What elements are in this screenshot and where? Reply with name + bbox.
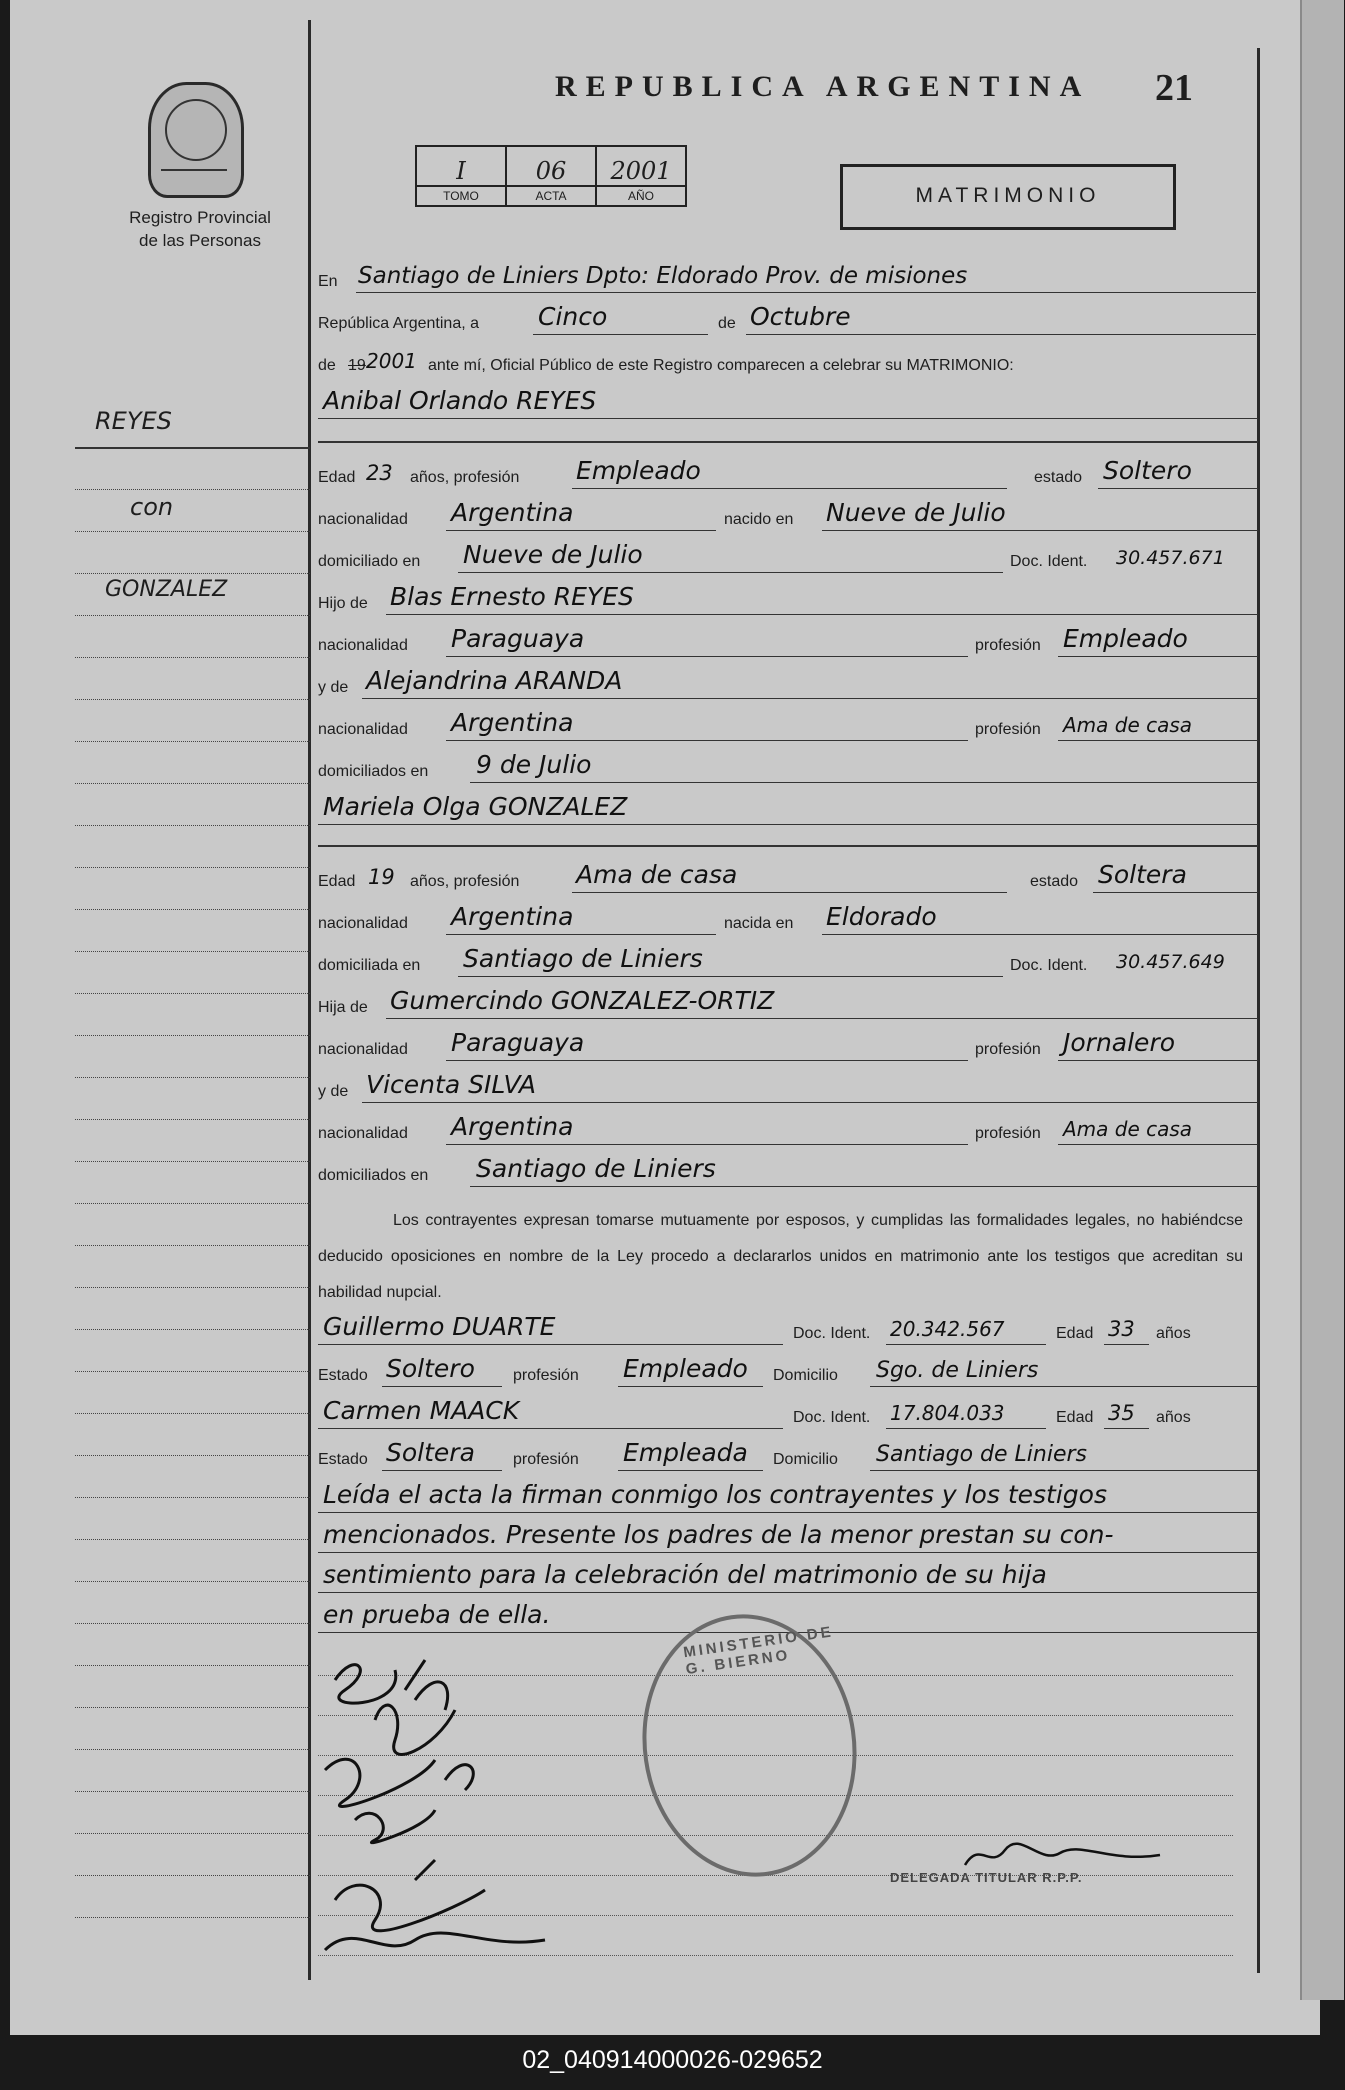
groom-nationality: Argentina <box>451 498 574 527</box>
domiciliados-en-label: domiciliados en <box>318 763 429 780</box>
hija-de-label: Hija de <box>318 999 368 1016</box>
groom-age-row <box>318 451 1258 491</box>
groom-mother-nationality-row <box>318 703 1258 743</box>
record-type-box: MATRIMONIO <box>840 164 1176 230</box>
domiciliados-en-label: domiciliados en <box>318 1167 429 1184</box>
profesion-label: profesión <box>975 721 1041 738</box>
registry-line-1: Registro Provincial <box>129 208 271 227</box>
page-number: 21 <box>1155 67 1193 109</box>
nacionalidad-label: nacionalidad <box>318 1041 408 1058</box>
bride-mother-nationality-row <box>318 1107 1258 1147</box>
bride-nationality: Argentina <box>451 902 574 931</box>
year-de-label: de <box>318 357 336 374</box>
signatures-icon <box>315 1650 575 1990</box>
month-value: Octubre <box>750 302 851 331</box>
witness-2-details-row <box>318 1433 1258 1473</box>
margin-surname-2: GONZALEZ <box>105 577 228 602</box>
bride-age: 19 <box>368 865 395 889</box>
edad-label: Edad <box>318 873 356 890</box>
bride-age-row <box>318 855 1258 895</box>
anios-profesion-label: años, profesión <box>410 873 520 890</box>
estado-label: Estado <box>318 1367 368 1384</box>
groom-doc: 30.457.671 <box>1116 547 1225 569</box>
groom-domicile-row <box>318 535 1258 575</box>
bride-nationality-row <box>318 897 1258 937</box>
date-row <box>318 297 1258 337</box>
doc-ident-label: Doc. Ident. <box>793 1409 871 1426</box>
anios-profesion-label: años, profesión <box>410 469 520 486</box>
groom-father-row <box>318 577 1258 617</box>
witness-2-row <box>318 1391 1258 1431</box>
bride-mother-profession: Ama de casa <box>1063 1117 1193 1141</box>
closing-text-1: Leída el acta la firman conmigo los contrayentes y los testigos <box>323 1480 1107 1509</box>
estado-label: estado <box>1034 469 1083 486</box>
witness-1-name: Guillermo DUARTE <box>323 1312 556 1341</box>
y-de-label: y de <box>318 679 349 696</box>
profesion-label: profesión <box>975 1041 1041 1058</box>
groom-domicile: Nueve de Julio <box>463 540 643 569</box>
witness-1-age: 33 <box>1108 1317 1135 1341</box>
witness-2-status: Soltera <box>386 1438 475 1467</box>
page-title: REPUBLICA ARGENTINA <box>555 70 1091 103</box>
acta-value: 06 <box>506 146 596 186</box>
bride-mother-row <box>318 1065 1258 1105</box>
stamp-text: MINISTERIO DE G. BIERNO <box>682 1623 835 1679</box>
official-signature-icon <box>960 1835 1190 1875</box>
groom-mother: Alejandrina ARANDA <box>366 666 623 695</box>
bride-parents-domicile-row <box>318 1149 1258 1189</box>
anio-value: 2001 <box>596 146 686 186</box>
witness-2-name: Carmen MAACK <box>323 1396 520 1425</box>
margin-con: con <box>130 493 174 521</box>
bride-father-profession: Jornalero <box>1063 1028 1176 1057</box>
domiciliada-en-label: domiciliada en <box>318 957 421 974</box>
footer-code: 02_040914000026-029652 <box>522 2046 823 2074</box>
groom-father-nationality: Paraguaya <box>451 624 585 653</box>
bride-status: Soltera <box>1098 860 1187 889</box>
estado-label: estado <box>1030 873 1079 890</box>
groom-age: 23 <box>366 461 393 485</box>
nacionalidad-label: nacionalidad <box>318 637 408 654</box>
location-value: Santiago de Liniers Dpto: Eldorado Prov. de misiones <box>358 263 968 289</box>
witness-2-domicile: Santiago de Liniers <box>876 1442 1087 1467</box>
bride-mother: Vicenta SILVA <box>366 1070 536 1099</box>
closing-line-3 <box>318 1555 1258 1595</box>
bride-profession: Ama de casa <box>576 860 738 889</box>
profesion-label: profesión <box>975 1125 1041 1142</box>
de-label: de <box>718 315 736 332</box>
declaration-paragraph: Los contrayentes expresan tomarse mutuamente por esposos, y cumplidas las formalidades legales, no habiéndcse deducido oposiciones en nombre de la Ley procedo a declararlos unidos en matrimonio ante los testigos que acreditan su habilidad nupcial. <box>318 1212 1243 1301</box>
bride-mother-nationality: Argentina <box>451 1112 574 1141</box>
record-number-table <box>415 145 687 207</box>
profesion-label: profesión <box>513 1451 579 1468</box>
groom-mother-nationality: Argentina <box>451 708 574 737</box>
witness-2-profession: Empleada <box>623 1438 748 1467</box>
anio-label: AÑO <box>596 186 686 206</box>
profesion-label: profesión <box>975 637 1041 654</box>
republica-label: República Argentina, a <box>318 315 479 332</box>
witness-1-status: Soltero <box>386 1354 475 1383</box>
doc-ident-label: Doc. Ident. <box>793 1325 871 1342</box>
witness-2-age: 35 <box>1108 1401 1135 1425</box>
bride-domicile: Santiago de Liniers <box>463 944 703 973</box>
groom-father-nationality-row <box>318 619 1258 659</box>
document-page <box>10 0 1320 2035</box>
provincial-seal-icon <box>148 82 244 198</box>
nacionalidad-label: nacionalidad <box>318 915 408 932</box>
edad-label: Edad <box>1056 1325 1094 1342</box>
tomo-value: I <box>416 146 506 186</box>
location-row <box>318 255 1258 295</box>
bride-father-row <box>318 981 1258 1021</box>
edad-label: Edad <box>318 469 356 486</box>
groom-parents-domicile-row <box>318 745 1258 785</box>
groom-nationality-row <box>318 493 1258 533</box>
tomo-label: TOMO <box>416 186 506 206</box>
year-value: 2001 <box>366 349 417 373</box>
groom-mother-profession: Ama de casa <box>1063 713 1193 737</box>
doc-ident-label: Doc. Ident. <box>1010 553 1088 570</box>
hijo-de-label: Hijo de <box>318 595 368 612</box>
appear-text: ante mí, Oficial Público de este Registro comparecen a celebrar su MATRIMONIO: <box>428 357 1014 374</box>
bride-father: Gumercindo GONZALEZ-ORTIZ <box>390 986 775 1015</box>
closing-text-4: en prueba de ella. <box>323 1600 551 1629</box>
en-label: En <box>318 273 338 290</box>
groom-parents-domicile: 9 de Julio <box>476 750 592 779</box>
bride-parents-domicile: Santiago de Liniers <box>476 1154 716 1183</box>
domicilio-label: Domicilio <box>773 1367 838 1384</box>
witness-1-domicile: Sgo. de Liniers <box>876 1358 1039 1383</box>
groom-birthplace: Nueve de Julio <box>826 498 1006 527</box>
closing-text-2: mencionados. Presente los padres de la menor prestan su con- <box>323 1520 1114 1549</box>
anios-label: años <box>1156 1325 1191 1342</box>
groom-father: Blas Ernesto REYES <box>390 582 634 611</box>
closing-text-3: sentimiento para la celebración del matrimonio de su hija <box>323 1560 1047 1589</box>
bride-birthplace: Eldorado <box>826 902 937 931</box>
estado-label: Estado <box>318 1451 368 1468</box>
witness-1-details-row <box>318 1349 1258 1389</box>
ministry-stamp-icon <box>626 1600 874 1890</box>
edad-label: Edad <box>1056 1409 1094 1426</box>
year-prefix-struck: 19 <box>348 357 366 374</box>
groom-profession: Empleado <box>576 456 701 485</box>
registry-name <box>100 206 300 252</box>
nacido-en-label: nacido en <box>724 511 794 528</box>
bride-father-nationality: Paraguaya <box>451 1028 585 1057</box>
nacida-en-label: nacida en <box>724 915 794 932</box>
nacionalidad-label: nacionalidad <box>318 511 408 528</box>
anios-label: años <box>1156 1409 1191 1426</box>
witness-1-row <box>318 1307 1258 1347</box>
bride-doc: 30.457.649 <box>1116 951 1225 973</box>
registry-line-2: de las Personas <box>139 231 261 250</box>
day-value: Cinco <box>538 302 608 331</box>
bride-name-row <box>318 787 1258 827</box>
groom-status: Soltero <box>1103 456 1192 485</box>
margin-surname-1: REYES <box>95 407 172 435</box>
witness-1-doc: 20.342.567 <box>890 1317 1005 1341</box>
official-title: DELEGADA TITULAR R.P.P. <box>890 1870 1083 1885</box>
nacionalidad-label: nacionalidad <box>318 721 408 738</box>
bride-domicile-row <box>318 939 1258 979</box>
groom-name-row <box>318 381 1258 421</box>
groom-father-profession: Empleado <box>1063 624 1188 653</box>
closing-line-1 <box>318 1475 1258 1515</box>
domicilio-label: Domicilio <box>773 1451 838 1468</box>
witness-1-profession: Empleado <box>623 1354 748 1383</box>
doc-ident-label: Doc. Ident. <box>1010 957 1088 974</box>
domiciliado-en-label: domiciliado en <box>318 553 421 570</box>
bride-name: Mariela Olga GONZALEZ <box>323 792 628 821</box>
year-row <box>318 339 1258 379</box>
acta-label: ACTA <box>506 186 596 206</box>
nacionalidad-label: nacionalidad <box>318 1125 408 1142</box>
witness-2-doc: 17.804.033 <box>890 1401 1005 1425</box>
groom-mother-row <box>318 661 1258 701</box>
y-de-label: y de <box>318 1083 349 1100</box>
bride-father-nationality-row <box>318 1023 1258 1063</box>
closing-line-2 <box>318 1515 1258 1555</box>
groom-name: Anibal Orlando REYES <box>323 386 597 415</box>
profesion-label: profesión <box>513 1367 579 1384</box>
page-edge <box>1300 0 1344 2000</box>
